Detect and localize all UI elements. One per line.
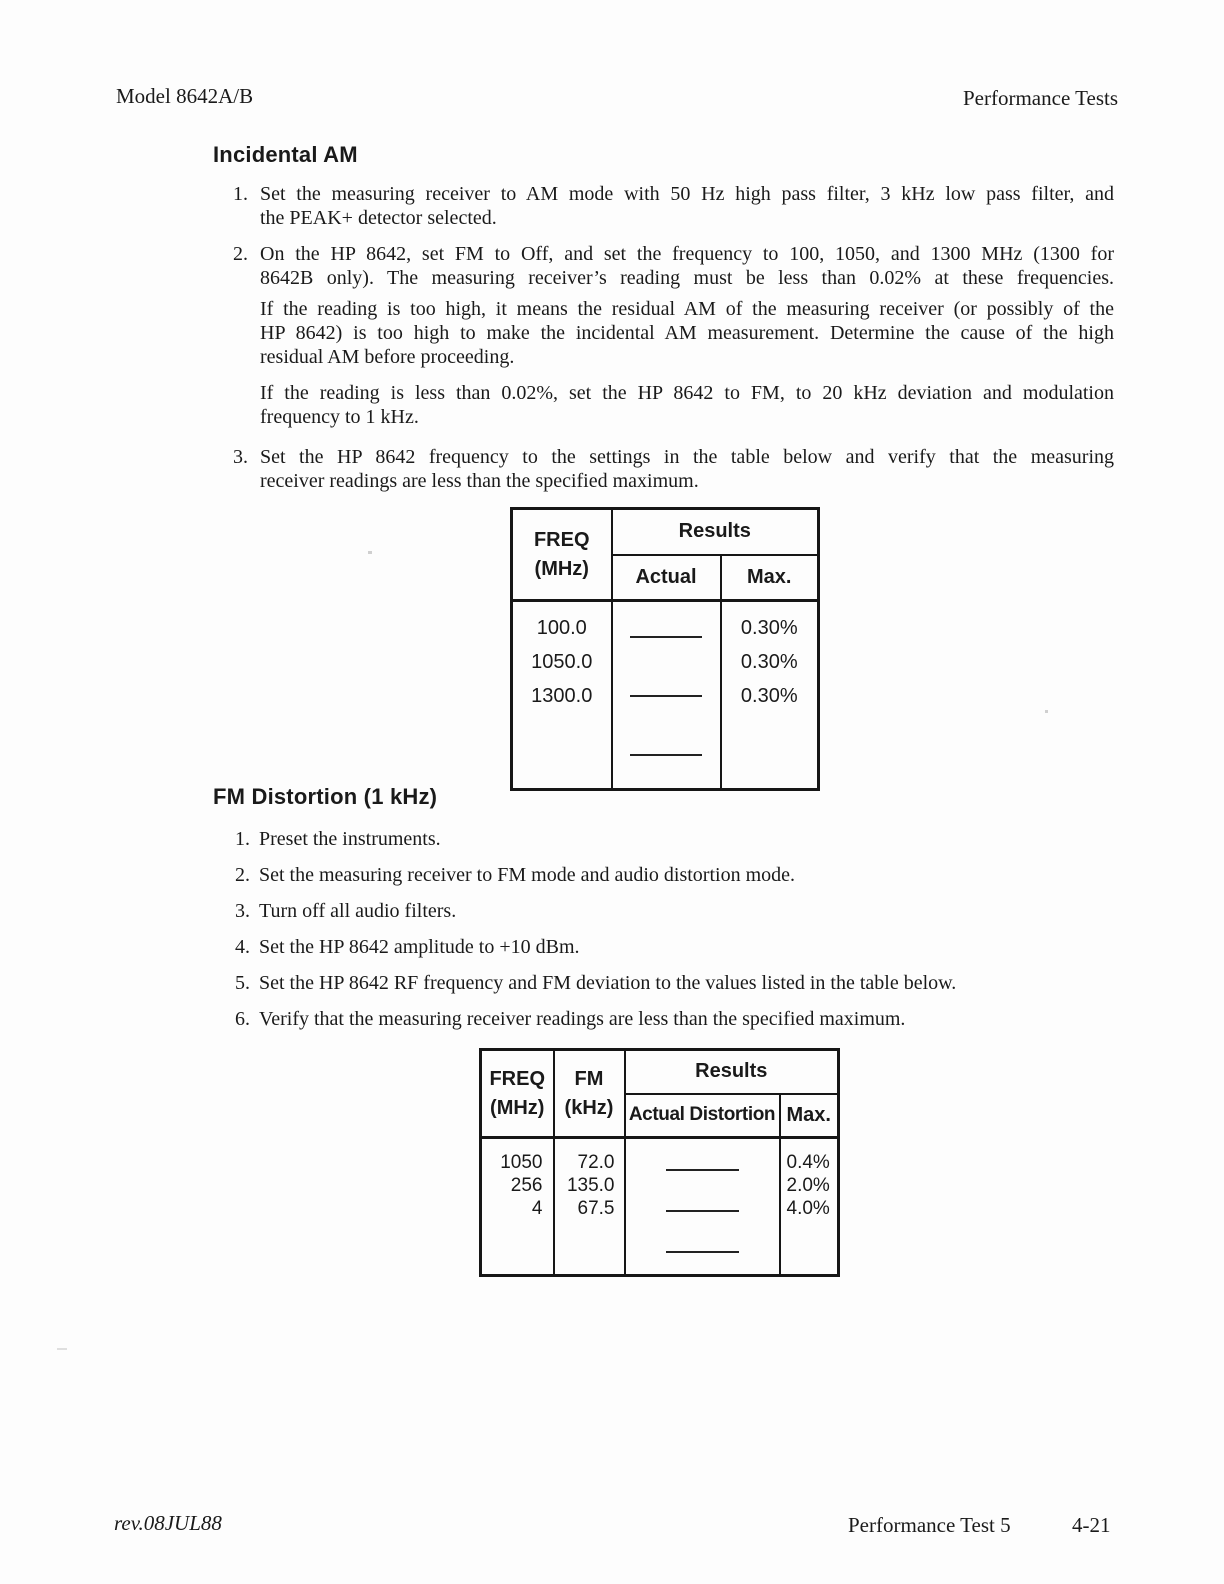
incidental-am-procedure-list <box>233 182 1114 493</box>
body-line: Verify that the measuring receiver readings are less than the specified maximum. <box>259 1008 906 1030</box>
footer-test-name: Performance Test 5 <box>848 1513 1011 1537</box>
freq-value: 1300.0 <box>531 685 593 707</box>
list-number: 2. <box>233 243 248 265</box>
scan-speck <box>57 1348 67 1350</box>
body-line: HP 8642) is too high to make the incidental AM measurement. Determine the cause of the high <box>260 322 1114 344</box>
blank-line <box>666 1210 739 1212</box>
body-line: Preset the instruments. <box>259 828 441 850</box>
section-heading-fm-distortion: FM Distortion (1 kHz) <box>213 784 438 809</box>
list-item-text <box>260 242 1114 290</box>
max-values-cell <box>780 1138 839 1276</box>
table-header-freq <box>512 509 612 601</box>
list-item-5 <box>235 971 956 995</box>
body-line: On the HP 8642, set FM to Off, and set the frequency to 100, 1050, and 1300 MHz (1300 for <box>260 243 1114 265</box>
list-number: 1. <box>235 828 250 850</box>
answer-blank <box>613 636 720 670</box>
table-header-fm-label: FM <box>574 1067 604 1090</box>
list-number: 6. <box>235 1008 250 1030</box>
body-line: frequency to 1 kHz. <box>260 406 419 428</box>
list-number: 3. <box>235 900 250 922</box>
blank-line <box>666 1169 739 1171</box>
body-line: residual AM before proceeding. <box>260 346 515 368</box>
incidental-am-results-table <box>510 507 820 791</box>
freq-value: 4 <box>531 1198 543 1219</box>
fm-value: 72.0 <box>577 1152 615 1173</box>
footer-page-number: 4-21 <box>1072 1513 1111 1537</box>
freq-value: 100.0 <box>536 617 587 639</box>
table-header-fm <box>554 1050 625 1138</box>
list-item-text <box>260 445 1114 493</box>
list-item-3 <box>233 445 1114 493</box>
list-number: 5. <box>235 972 250 994</box>
max-value: 0.30% <box>740 685 798 707</box>
list-number: 4. <box>235 936 250 958</box>
list-item-2 <box>235 863 956 887</box>
answer-blank <box>613 695 720 729</box>
header-section-title: Performance Tests <box>962 86 1118 110</box>
table-header-actual: Actual <box>612 555 721 601</box>
max-value: 2.0% <box>786 1175 830 1196</box>
list-number: 1. <box>233 183 248 205</box>
actual-blanks-cell <box>612 601 721 790</box>
list-item-text <box>260 182 1114 230</box>
list-number: 2. <box>235 864 250 886</box>
answer-blank <box>626 1169 779 1192</box>
list-item-3 <box>235 899 956 923</box>
body-line: Set the HP 8642 RF frequency and FM deviation to the values listed in the table below. <box>259 972 957 994</box>
freq-values-cell <box>512 601 612 790</box>
list-item-1 <box>235 827 956 851</box>
answer-blank <box>626 1210 779 1233</box>
table-header-freq-label: FREQ <box>533 528 590 551</box>
body-line: Turn off all audio filters. <box>259 900 457 922</box>
list-item-2 <box>233 242 1114 290</box>
body-line: Set the HP 8642 frequency to the settings in the table below and verify that the measuring <box>260 446 1114 468</box>
table-header-actual-distortion: Actual Distortion <box>625 1094 780 1138</box>
max-value: 0.30% <box>740 617 798 639</box>
freq-value: 256 <box>510 1175 543 1196</box>
scan-speck <box>368 551 372 554</box>
scan-speck <box>1045 710 1048 713</box>
body-line: the PEAK+ detector selected. <box>260 207 497 229</box>
max-value: 0.4% <box>786 1152 830 1173</box>
footer-revision: rev.08JUL88 <box>114 1511 222 1535</box>
note-paragraph-high-reading <box>233 297 1114 369</box>
table-header-freq-unit: (MHz) <box>490 1096 545 1119</box>
table-header-max: Max. <box>721 555 819 601</box>
body-line: If the reading is less than 0.02%, set the HP 8642 to FM, to 20 kHz deviation and modulation <box>260 382 1114 404</box>
freq-value: 1050 <box>500 1152 543 1173</box>
table-header-fm-unit: (kHz) <box>564 1096 614 1119</box>
body-line: If the reading is too high, it means the residual AM of the measuring receiver (or possibly of the <box>260 298 1114 320</box>
body-line: 8642B only). The measuring receiver’s reading must be less than 0.02% at these frequencies. <box>260 267 1114 289</box>
blank-line <box>630 754 702 756</box>
list-item-1 <box>233 182 1114 230</box>
body-line: Set the HP 8642 amplitude to +10 dBm. <box>259 936 580 958</box>
table-header-freq-unit: (MHz) <box>534 557 589 580</box>
fm-values-cell <box>554 1138 625 1276</box>
fm-value: 67.5 <box>577 1198 615 1219</box>
section-heading-incidental-am: Incidental AM <box>213 142 358 167</box>
fm-value: 135.0 <box>566 1175 615 1196</box>
table-header-results: Results <box>612 509 819 555</box>
note-paragraph-low-reading <box>233 381 1114 429</box>
body-line: Set the measuring receiver to FM mode and audio distortion mode. <box>259 864 795 886</box>
blank-line <box>630 695 702 697</box>
list-item-4 <box>235 935 956 959</box>
max-value: 0.30% <box>740 651 798 673</box>
fm-distortion-results-table <box>479 1048 840 1277</box>
fm-distortion-procedure-list <box>235 827 956 1043</box>
blank-line <box>666 1251 739 1253</box>
actual-distortion-blanks-cell <box>625 1138 780 1276</box>
table-header-results: Results <box>625 1050 839 1094</box>
table-header-freq <box>481 1050 554 1138</box>
answer-blank <box>626 1251 779 1274</box>
freq-value: 1050.0 <box>531 651 593 673</box>
answer-blank <box>613 754 720 788</box>
list-item-6 <box>235 1007 956 1031</box>
freq-values-cell <box>481 1138 554 1276</box>
body-line: Set the measuring receiver to AM mode with 50 Hz high pass filter, 3 kHz low pass filter, and <box>260 183 1114 205</box>
max-values-cell <box>721 601 819 790</box>
blank-line <box>630 636 702 638</box>
list-number: 3. <box>233 446 248 468</box>
max-value: 4.0% <box>786 1198 830 1219</box>
header-model-number: Model 8642A/B <box>116 84 254 108</box>
table-header-max: Max. <box>780 1094 839 1138</box>
table-header-freq-label: FREQ <box>489 1067 546 1090</box>
body-line: receiver readings are less than the specified maximum. <box>260 470 699 492</box>
